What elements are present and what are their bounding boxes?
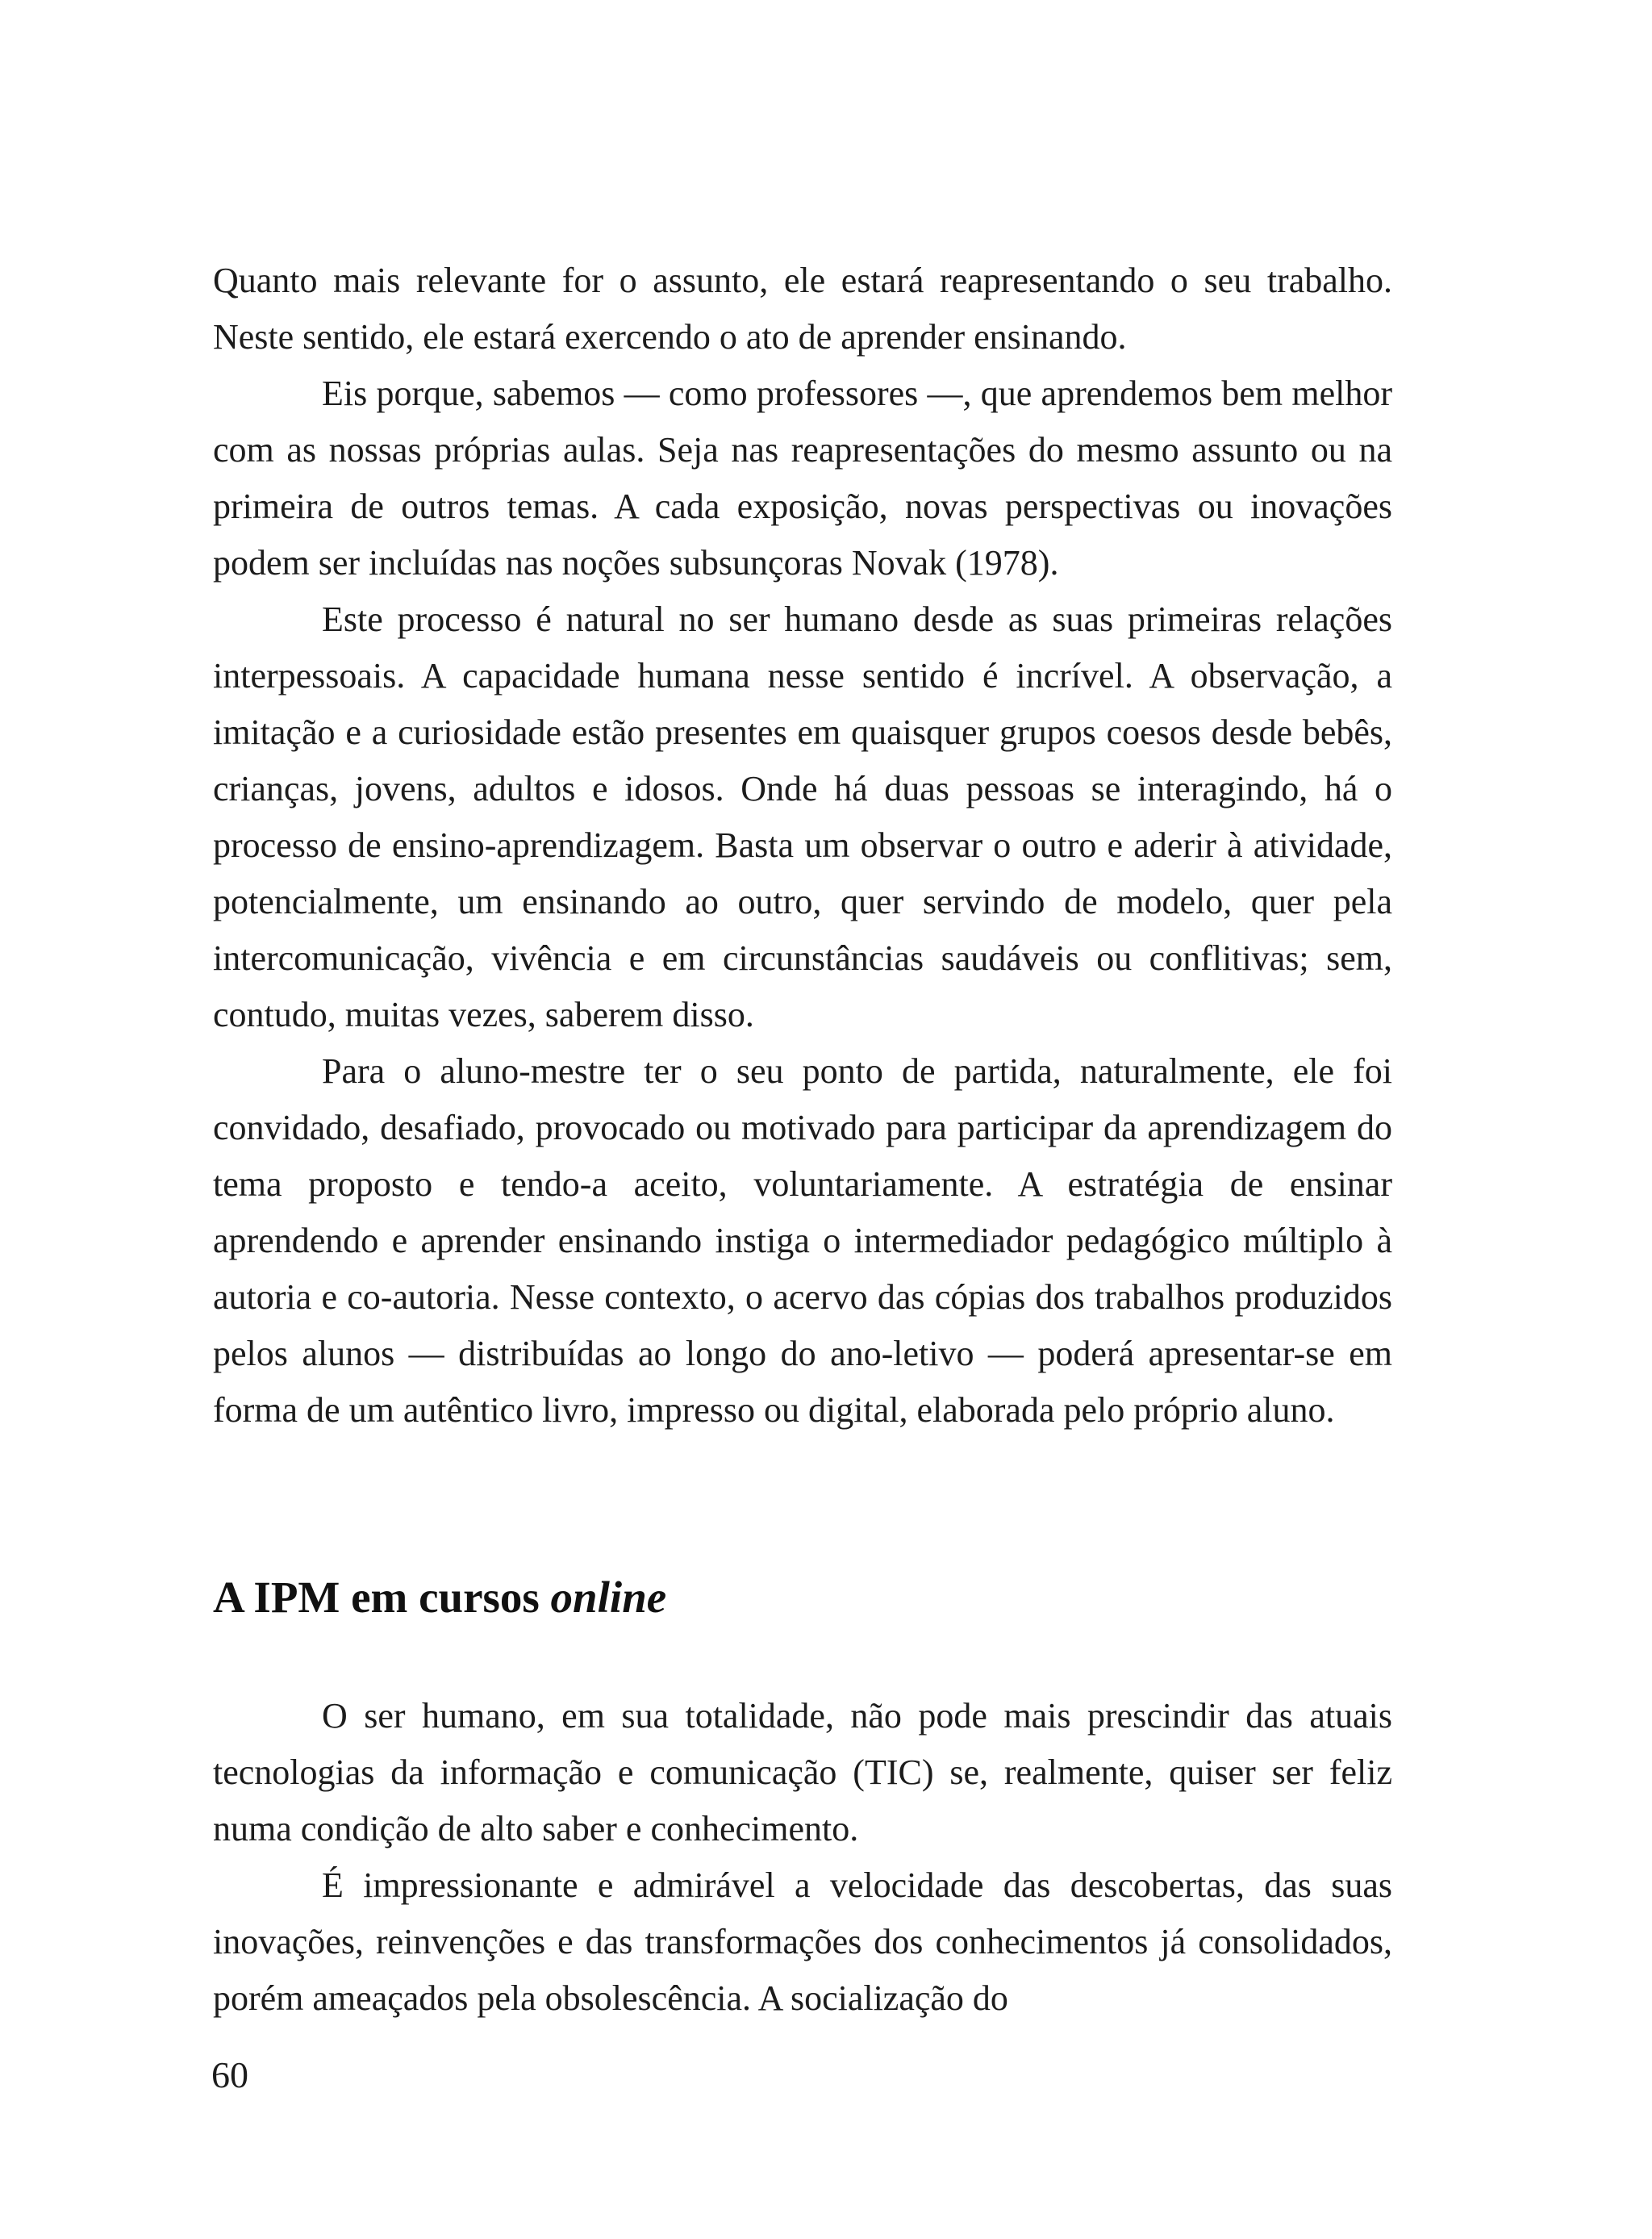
section-heading-text: A IPM em cursos [213,1573,551,1622]
paragraph-natural-process: Este processo é natural no ser humano desde as suas primeiras relações interpessoais. A capacidade humana nesse sentido é incrível. A observação, a imitação e a curiosidade estão presentes em quaisquer grupos coesos desde bebês, crianças, jovens, adultos e idosos. Onde há duas pessoas se interagindo, há o processo de ensino-aprendizagem. Basta um observar o outro e aderir à atividade, potencialmente, um ensinando ao outro, quer servindo de modelo, quer pela intercomunicação, vivência e em circunstâncias saudáveis ou conflitivas; sem, contudo, muitas vezes, saberem disso. [213,599,1392,1034]
paragraph-continuation: Quanto mais relevante for o assunto, ele estará reapresentando o seu trabalho. Neste sentido, ele estará exercendo o ato de aprender ensinando. [213,261,1392,357]
paragraph-ser-humano: O ser humano, em sua totalidade, não pode mais prescindir das atuais tecnologias da informação e comunicação (TIC) se, realmente, quiser ser feliz numa condição de alto saber e conhecimento. [213,1696,1392,1848]
paragraph-professors: Eis porque, sabemos — como professores —, que aprendemos bem melhor com as nossas próprias aulas. Seja nas reapresentações do mesmo assunto ou na primeira de outros temas. A cada exposição, novas perspectivas ou inovações podem ser incluídas nas noções subsunçoras Novak (1978). [213,374,1392,583]
paragraph-impressionante: É impressionante e admirável a velocidade das descobertas, das suas inovações, reinvenções e das transformações dos conhecimentos já consolidados, porém ameaçados pela obsolescência. A socialização do [213,1865,1392,2018]
paragraph-aluno-mestre: Para o aluno-mestre ter o seu ponto de partida, naturalmente, ele foi convidado, desafiado, provocado ou motivado para participar da aprendizagem do tema proposto e tendo-a aceito, voluntariamente. A estratégia de ensinar aprendendo e aprender ensinando instiga o intermediador pedagógico múltiplo à autoria e co-autoria. Nesse contexto, o acervo das cópias dos trabalhos produzidos pelos alunos — distribuídas ao longo do ano-letivo — poderá apresentar-se em forma de um autêntico livro, impresso ou digital, elaborada pelo próprio aluno. [213,1051,1392,1430]
section-heading [213,1569,666,1626]
section-heading-italic: online [550,1573,667,1622]
body-text-upper [213,253,1392,1439]
page-number: 60 [211,2054,248,2095]
body-text-lower [213,1688,1392,2027]
